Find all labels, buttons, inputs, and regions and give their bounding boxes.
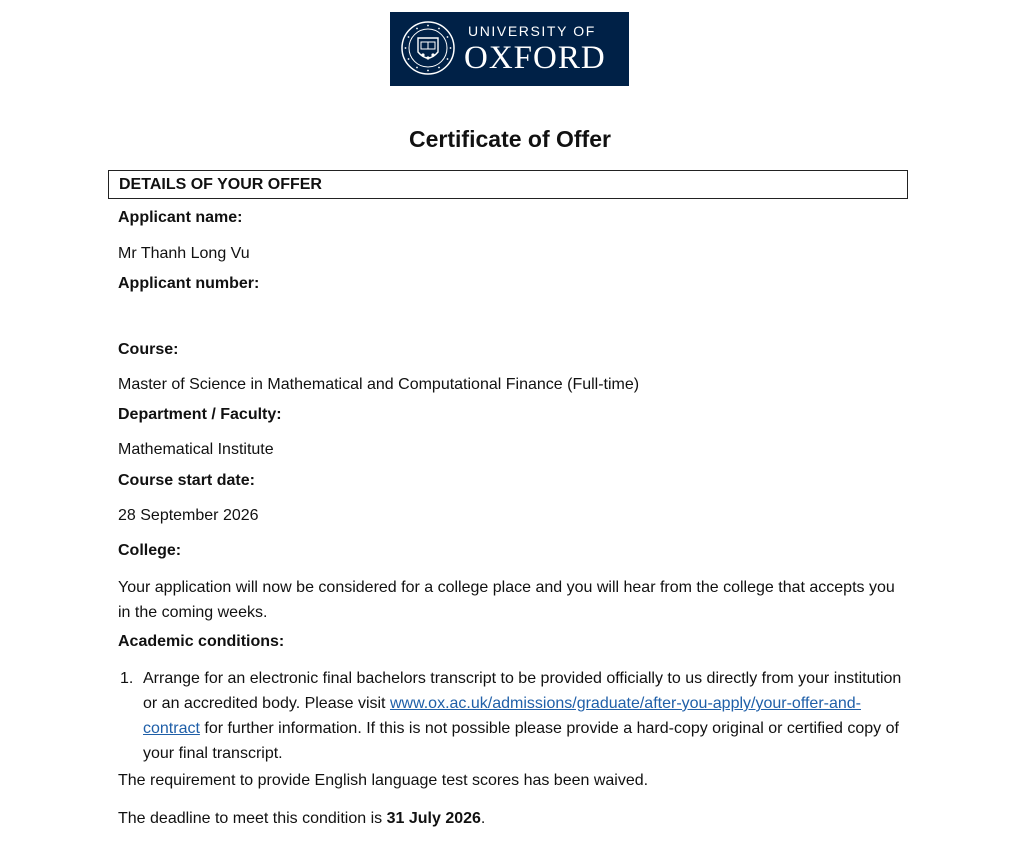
university-crest-icon <box>400 20 456 76</box>
condition-item <box>120 666 913 766</box>
applicant-name-value: Mr Thanh Long Vu <box>118 245 250 262</box>
course-start-date-value: 28 September 2026 <box>118 507 259 524</box>
deadline-prefix: The deadline to meet this condition is <box>118 810 387 827</box>
applicant-number-label: Applicant number: <box>118 275 260 292</box>
condition-text-after: for further information. If this is not possible please provide a hard-copy original or certified copy of your final transcript. <box>143 720 899 762</box>
document-title: Certificate of Offer <box>409 126 611 152</box>
course-label: Course: <box>118 341 179 358</box>
college-label: College: <box>118 542 182 559</box>
academic-conditions-label: Academic conditions: <box>118 633 285 650</box>
department-label: Department / Faculty: <box>118 406 282 423</box>
logo-line-oxford: OXFORD <box>464 40 606 76</box>
college-value: Your application will now be considered for a college place and you will hear from the college that accepts you in the coming weeks. <box>118 579 895 621</box>
course-start-date-label: Course start date: <box>118 472 255 489</box>
deadline-date: 31 July 2026 <box>386 810 481 827</box>
logo-line-university-of: UNIVERSITY OF <box>468 23 596 39</box>
course-value: Master of Science in Mathematical and Computational Finance (Full-time) <box>118 376 640 393</box>
deadline-line <box>118 807 485 831</box>
section-heading: DETAILS OF YOUR OFFER <box>108 170 908 199</box>
condition-number: 1. <box>120 670 134 687</box>
deadline-suffix: . <box>480 810 486 827</box>
department-value: Mathematical Institute <box>118 441 274 458</box>
applicant-name-label: Applicant name: <box>118 209 243 226</box>
oxford-logo <box>390 12 629 86</box>
offer-contract-link[interactable]: www.ox.ac.uk/admissions/graduate/after-you-apply/your-offer-and-contract <box>143 695 861 737</box>
condition-text-before: Arrange for an electronic final bachelors transcript to be provided officially to us directly from your institution or an accredited body. Please visit <box>143 670 902 712</box>
english-waived-note: The requirement to provide English language test scores has been waived. <box>118 772 649 789</box>
